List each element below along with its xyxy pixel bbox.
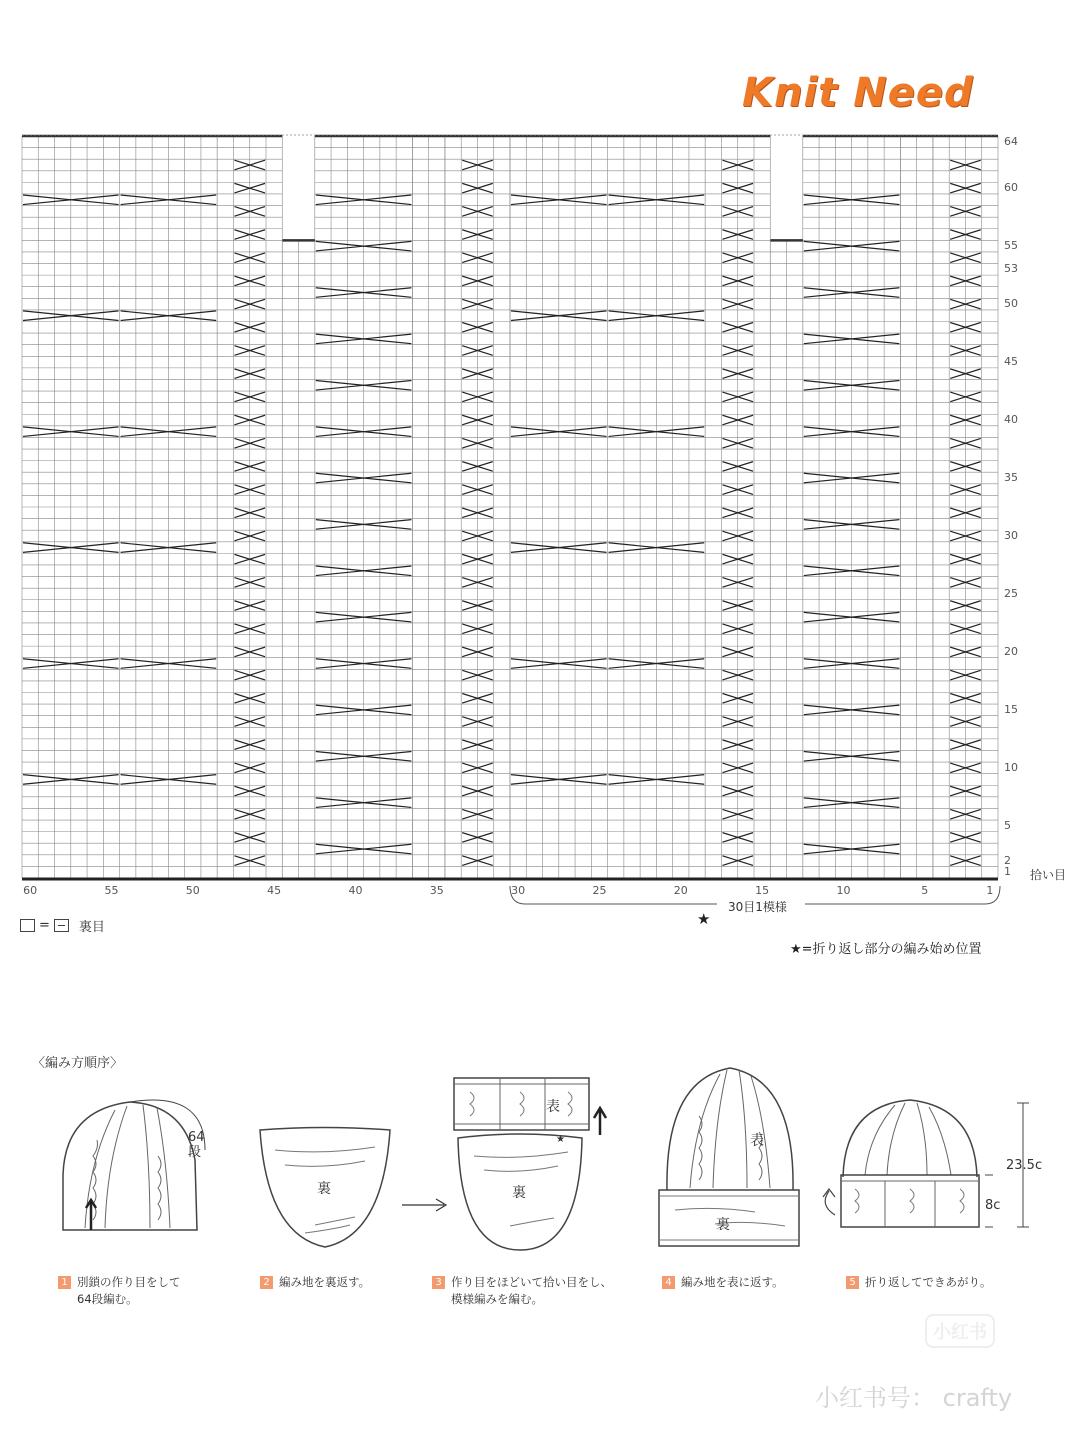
hat-illustration-5 [815,1095,1035,1255]
column-label: 60 [23,884,38,897]
row-label: 15 [1004,702,1018,716]
chart-cables [23,160,981,865]
step-text: 64段編む。 [77,1292,138,1306]
row-label: 20 [1004,644,1018,658]
row-label: 30 [1004,528,1018,542]
column-label: 15 [755,884,770,897]
step-text: 作り目をほどいて拾い目をし、 [451,1275,612,1289]
legend [20,916,105,935]
right-side-label-3: 表 [546,1099,560,1115]
row-label: 50 [1004,297,1018,311]
row-label: 2 [1004,853,1011,867]
column-label: 35 [429,884,444,897]
row-label: 5 [1004,818,1011,832]
pickup-label: 拾い目 [1030,868,1067,882]
row-label: 55 [1004,239,1018,253]
hat-illustration-3 [450,1070,610,1260]
column-label: 1 [986,884,994,897]
column-label: 45 [267,884,282,897]
legend-equals: = [39,918,50,933]
watermark-badge: 小红书 [925,1314,995,1348]
rows-annotation: 64段 [188,1130,205,1160]
wrong-side-label: 裏 [317,1181,331,1197]
row-label: 10 [1004,760,1018,774]
brand-logo: Knit Need [742,70,974,116]
hat-illustration-1 [55,1090,225,1240]
star-note: ★=折り返し部分の編み始め位置 [790,942,982,957]
column-label: 50 [185,884,200,897]
star-marker: ★ [697,910,711,928]
column-label: 10 [836,884,851,897]
purl-cell-icon [54,919,69,932]
legend-text: 裏目 [78,920,105,935]
step-text: 編み地を表に返す。 [681,1275,784,1289]
step-text: 折り返してできあがり。 [865,1275,992,1289]
row-label: 40 [1004,413,1018,427]
step-5 [846,1274,992,1291]
row-label: 60 [1004,181,1018,195]
star-marker-3: ★ [556,1134,565,1145]
step-number: 3 [432,1276,445,1289]
row-label: 53 [1004,262,1018,276]
watermark-handle: 小红书号： crafty [815,1384,1013,1412]
step-number: 2 [260,1276,273,1289]
fold-annotation: 8c [985,1198,1001,1213]
row-label: 35 [1004,471,1018,485]
right-side-label-4: 表 [750,1133,764,1149]
step-number: 5 [846,1276,859,1289]
column-label: 55 [104,884,119,897]
column-label: 25 [592,884,607,897]
height-annotation: 23.5c [1006,1158,1043,1173]
steps-heading: 〈編み方順序〉 [32,1056,124,1071]
hat-illustration-4 [655,1060,805,1260]
step-3 [432,1274,612,1308]
blank-cell-icon [20,919,35,932]
arrow-right-icon [400,1195,450,1215]
row-label: 64 [1004,134,1018,148]
step-text: 別鎖の作り目をして [77,1275,181,1289]
column-label: 40 [348,884,363,897]
step-1 [58,1274,181,1308]
column-label: 30 [511,884,526,897]
repeat-label: 30目1模様 [724,898,791,915]
step-text: 模様編みを編む。 [451,1292,543,1306]
step-number: 4 [662,1276,675,1289]
row-label: 25 [1004,586,1018,600]
wrong-side-label-3: 裏 [512,1185,526,1201]
step-text: 編み地を裏返す。 [279,1275,371,1289]
wrong-side-label-4: 裏 [716,1217,730,1233]
step-4 [662,1274,784,1291]
row-label: 45 [1004,355,1018,369]
column-label: 20 [673,884,688,897]
step-2 [260,1274,370,1291]
column-label: 5 [921,884,929,897]
row-label: 1 [1004,865,1011,879]
step-number: 1 [58,1276,71,1289]
